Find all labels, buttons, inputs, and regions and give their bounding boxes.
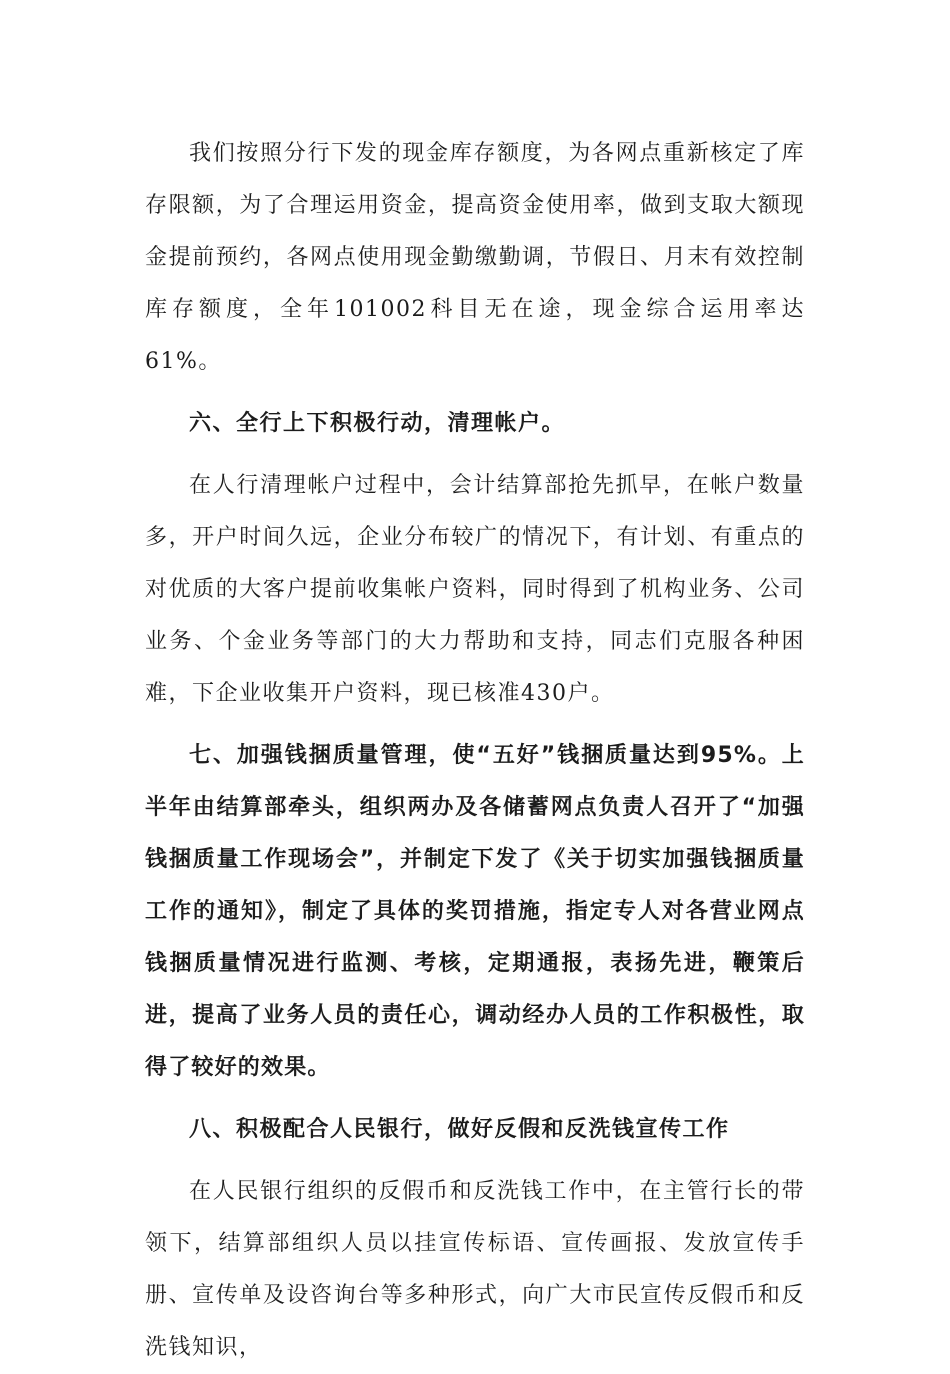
paragraph-section-7-bundle-quality: 七、加强钱捆质量管理，使“五好”钱捆质量达到95%。上半年由结算部牵头，组织两办及各储蓄网点负责人召开了“加强钱捆质量工作现场会”，并制定下发了《关于切实加强钱捆质量工作的通知》，制定了具体的奖罚措施，指定专人对各营业网点钱捆质量情况进行监测、考核，定期通报，表扬先进，鞭策后进，提高了业务人员的责任心，调动经办人员的工作积极性，取得了较好的效果。 <box>145 743 805 1080</box>
paragraph-gap <box>145 388 805 398</box>
paragraph-gap <box>145 1156 805 1166</box>
paragraph-anti-counterfeit: 在人民银行组织的反假币和反洗钱工作中，在主管行长的带领下，结算部组织人员以挂宣传标语、宣传画报、发放宣传手册、宣传单及设咨询台等多种形式，向广大市民宣传反假币和反洗钱知识， <box>145 1179 805 1360</box>
heading-section-6: 六、全行上下积极行动，清理帐户。 <box>189 411 566 436</box>
paragraph-cash-inventory: 我们按照分行下发的现金库存额度，为各网点重新核定了库存限额，为了合理运用资金，提高资金使用率，做到支取大额现金提前预约，各网点使用现金勤缴勤调，节假日、月末有效控制库存额度，全年101002科目无在途，现金综合运用率达61%。 <box>145 141 805 374</box>
heading-section-8: 八、积极配合人民银行，做好反假和反洗钱宣传工作 <box>189 1117 730 1142</box>
paragraph-account-cleanup: 在人行清理帐户过程中，会计结算部抢先抓早，在帐户数量多，开户时间久远，企业分布较广的情况下，有计划、有重点的对优质的大客户提前收集帐户资料，同时得到了机构业务、公司业务、个金业务等部门的大力帮助和支持，同志们克服各种困难，下企业收集开户资料，现已核准430户。 <box>145 473 805 706</box>
paragraph-gap <box>145 720 805 730</box>
paragraph-gap <box>145 450 805 460</box>
document-body <box>145 128 805 1374</box>
paragraph-gap <box>145 1094 805 1104</box>
